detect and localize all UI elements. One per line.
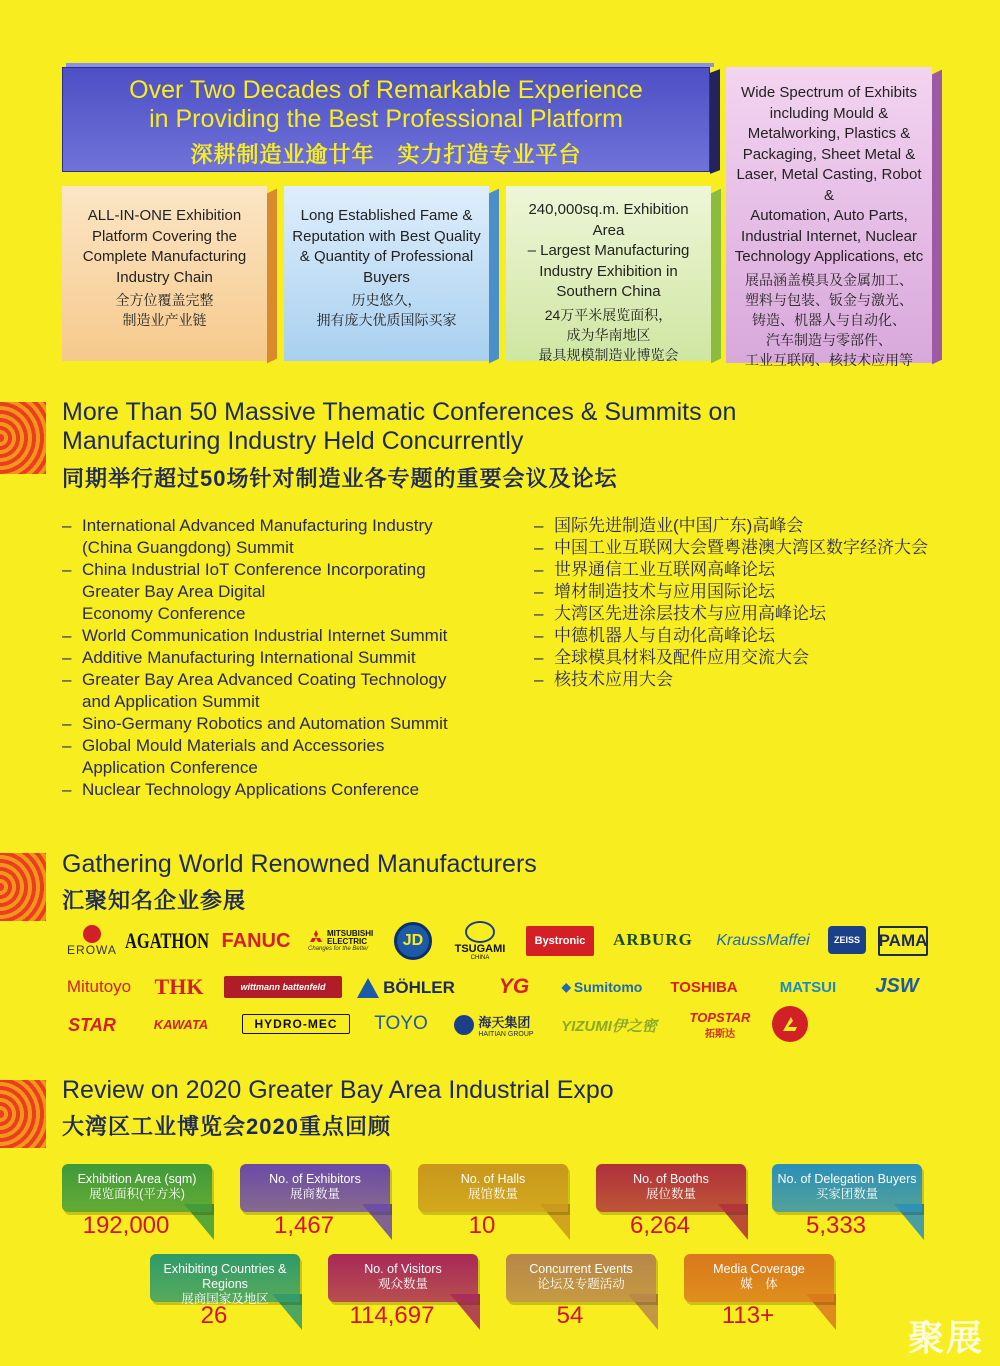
stat-badge: [506, 1254, 666, 1332]
list-item: – 全球模具材料及配件应用交流大会: [534, 647, 954, 669]
erowa-logo: EROWA: [60, 920, 124, 962]
list-item: – 中国工业互联网大会暨粤港澳大湾区数字经济大会: [534, 537, 954, 559]
stat-label-cn: 论坛及专题活动: [537, 1277, 625, 1291]
stat-ribbon: [684, 1254, 834, 1302]
stat-value: 6,264: [629, 1212, 691, 1239]
arburg-logo: ARBURG: [613, 930, 693, 949]
stat-value: 10: [468, 1212, 496, 1239]
tsugami-logo: TSUGAMI CHINA: [452, 918, 508, 964]
section-pattern-icon: [0, 1080, 46, 1148]
stat-label-cn: 展位数量: [645, 1187, 696, 1201]
agathon-logo: AGATHON: [124, 928, 210, 953]
stat-badge: [150, 1254, 310, 1332]
manufacturers-title: Gathering World Renowned Manufacturers: [62, 850, 537, 878]
stat-label-en: Media Coverage: [713, 1262, 805, 1276]
brand-mark-icon: [779, 1013, 801, 1035]
mitutoyo-logo: Mitutoyo: [66, 977, 132, 996]
list-item: – 大湾区先进涂层技术与应用高峰论坛: [534, 603, 954, 625]
conferences-title: More Than 50 Massive Thematic Conferences & Summits on Manufacturing Industry Held Concurrently: [62, 398, 737, 455]
list-item: – 中德机器人与自动化高峰论坛: [534, 625, 954, 647]
stat-label-en: No. of Delegation Buyers: [777, 1172, 917, 1186]
feature-box-reputation: Long Established Fame & Reputation with Best Quality & Quantity of Professional Buyers 历史悠久， 拥有庞大优质国际买家: [284, 186, 489, 361]
stat-label-cn: 展商数量: [289, 1187, 340, 1201]
stat-label-en: Exhibiting Countries & Regions: [163, 1262, 287, 1291]
sumitomo-logo: ◆ Sumitomo: [561, 979, 643, 995]
kraussmaffei-logo: KraussMaffei: [716, 932, 810, 949]
thk-logo: THK: [154, 974, 204, 999]
stat-ribbon: [328, 1254, 478, 1302]
stat-label-en: No. of Visitors: [364, 1262, 442, 1276]
stat-ribbon: [62, 1164, 212, 1212]
list-item: – 核技术应用大会: [534, 669, 954, 691]
jd-logo: JD: [394, 922, 432, 960]
mitsubishi-diamonds-icon: [308, 930, 324, 946]
stat-badge: [62, 1164, 222, 1242]
toyo-logo: TOYO: [374, 1013, 428, 1034]
stat-value: 5,333: [805, 1212, 867, 1239]
stat-badge: [596, 1164, 756, 1242]
brand-circle-logo: [772, 1006, 808, 1042]
stat-label-en: Concurrent Events: [529, 1262, 633, 1276]
stat-value: 1,467: [273, 1212, 335, 1239]
list-item: – 增材制造技术与应用国际论坛: [534, 581, 954, 603]
feature-box-exhibition-area: 240,000sq.m. Exhibition Area – Largest Manufacturing Industry Exhibition in Southern China 24万平米展览面积， 成为华南地区 最具规模制造业博览会: [506, 186, 711, 361]
section-pattern-icon: [0, 402, 46, 474]
feature-box-exhibits: Wide Spectrum of Exhibits including Mould & Metalworking, Plastics & Packaging, Sheet Metal & Laser, Metal Casting, Robot & Automation, Auto Parts, Industrial Internet, Nuclear Technology Applications, etc 展品涵盖模具及金属加工、 塑料与包装、钣金与激光、 铸造、机器人与自动化、 汽车制造与零部件、 工业互联网、核技术应用等: [726, 67, 932, 363]
list-item: – World Communication Industrial Internet Summit: [62, 625, 502, 647]
list-item: – China Industrial IoT Conference Incorporating Greater Bay Area Digital Economy Conference: [62, 559, 502, 625]
toshiba-logo: TOSHIBA: [670, 978, 738, 996]
stat-label-en: No. of Halls: [460, 1172, 526, 1186]
bohler-logo: BÖHLER: [356, 974, 456, 1002]
jsw-logo: JSW: [875, 974, 919, 997]
topstar-logo: TOPSTAR 拓斯达: [689, 1010, 751, 1040]
stat-ribbon: [150, 1254, 300, 1306]
feature-box-all-in-one: ALL-IN-ONE Exhibition Platform Covering the Complete Manufacturing Industry Chain 全方位覆盖完整 制造业产业链: [62, 186, 267, 361]
stat-label-cn: 展览面积(平方米): [89, 1187, 185, 1201]
list-item: – Sino-Germany Robotics and Automation Summit: [62, 713, 502, 735]
headline-box: [62, 67, 710, 172]
review-title: Review on 2020 Greater Bay Area Industrial Expo: [62, 1076, 614, 1104]
conference-list-cn: [534, 515, 954, 691]
stat-label-en: Exhibition Area (sqm): [77, 1172, 197, 1186]
stat-value: 192,000: [82, 1212, 170, 1239]
bohler-triangle-icon: [357, 978, 379, 998]
stat-badge: [240, 1164, 400, 1242]
list-item: – Global Mould Materials and Accessories Application Conference: [62, 735, 502, 779]
wittmann-logo: wittmann battenfeld: [224, 976, 342, 998]
star-logo: STAR: [68, 1014, 116, 1035]
haitian-logo: 海天集团 HAITIAN GROUP: [446, 1010, 542, 1040]
bystronic-logo: Bystronic: [526, 926, 594, 956]
stat-badge: [684, 1254, 844, 1332]
review-title-cn: 大湾区工业博览会2020重点回顾: [62, 1114, 391, 1139]
yizumi-logo: YIZUMI伊之密: [561, 1017, 657, 1035]
stat-badge: [772, 1164, 932, 1242]
stat-label-cn: 买家团数量: [815, 1187, 879, 1201]
headline-en: Over Two Decades of Remarkable Experience in Providing the Best Professional Platform: [129, 76, 643, 133]
list-item: – Additive Manufacturing International Summit: [62, 647, 502, 669]
stat-label-en: No. of Booths: [633, 1172, 709, 1186]
zeiss-logo: ZEISS: [828, 926, 866, 954]
pama-logo: PAMA: [878, 926, 928, 956]
stat-value: 114,697: [349, 1302, 435, 1329]
kawata-logo: KAWATA: [153, 1016, 209, 1032]
stat-badge: [418, 1164, 578, 1242]
manufacturers-title-cn: 汇聚知名企业参展: [62, 888, 247, 913]
stat-label-cn: 展商国家及地区: [181, 1292, 269, 1306]
matsui-logo: MATSUI: [779, 978, 837, 996]
list-item: – 国际先进制造业(中国广东)高峰会: [534, 515, 954, 537]
stat-ribbon: [772, 1164, 922, 1212]
stat-badge: [328, 1254, 488, 1332]
list-item: – 世界通信工业互联网高峰论坛: [534, 559, 954, 581]
yg-logo: YG: [498, 975, 530, 998]
stat-ribbon: [506, 1254, 656, 1302]
stat-label-cn: 媒 体: [740, 1277, 778, 1291]
stat-value: 26: [200, 1302, 228, 1329]
section-pattern-icon: [0, 853, 46, 921]
stat-label-cn: 观众数量: [377, 1277, 428, 1291]
hydromec-logo: HYDRO-MEC: [242, 1014, 350, 1034]
stat-ribbon: [418, 1164, 568, 1212]
stat-label-en: No. of Exhibitors: [269, 1172, 361, 1186]
stat-value: 113+: [721, 1302, 775, 1329]
stat-ribbon: [240, 1164, 390, 1212]
list-item: – Greater Bay Area Advanced Coating Technology and Application Summit: [62, 669, 502, 713]
conferences-title-cn: 同期举行超过50场针对制造业各专题的重要会议及论坛: [62, 466, 618, 491]
fanuc-logo: FANUC: [221, 929, 291, 952]
mitsubishi-logo: MITSUBISHI ELECTRIC Changes for the Better: [308, 929, 374, 952]
watermark: 聚展: [907, 1317, 984, 1358]
headline-cn: 深耕制造业逾廿年 实力打造专业平台: [190, 142, 582, 167]
list-item: – International Advanced Manufacturing Industry (China Guangdong) Summit: [62, 515, 502, 559]
list-item: – Nuclear Technology Applications Conference: [62, 779, 502, 801]
stat-value: 54: [556, 1302, 584, 1329]
stat-label-cn: 展馆数量: [467, 1187, 518, 1201]
conference-list-en: [62, 515, 502, 801]
stat-ribbon: [596, 1164, 746, 1212]
